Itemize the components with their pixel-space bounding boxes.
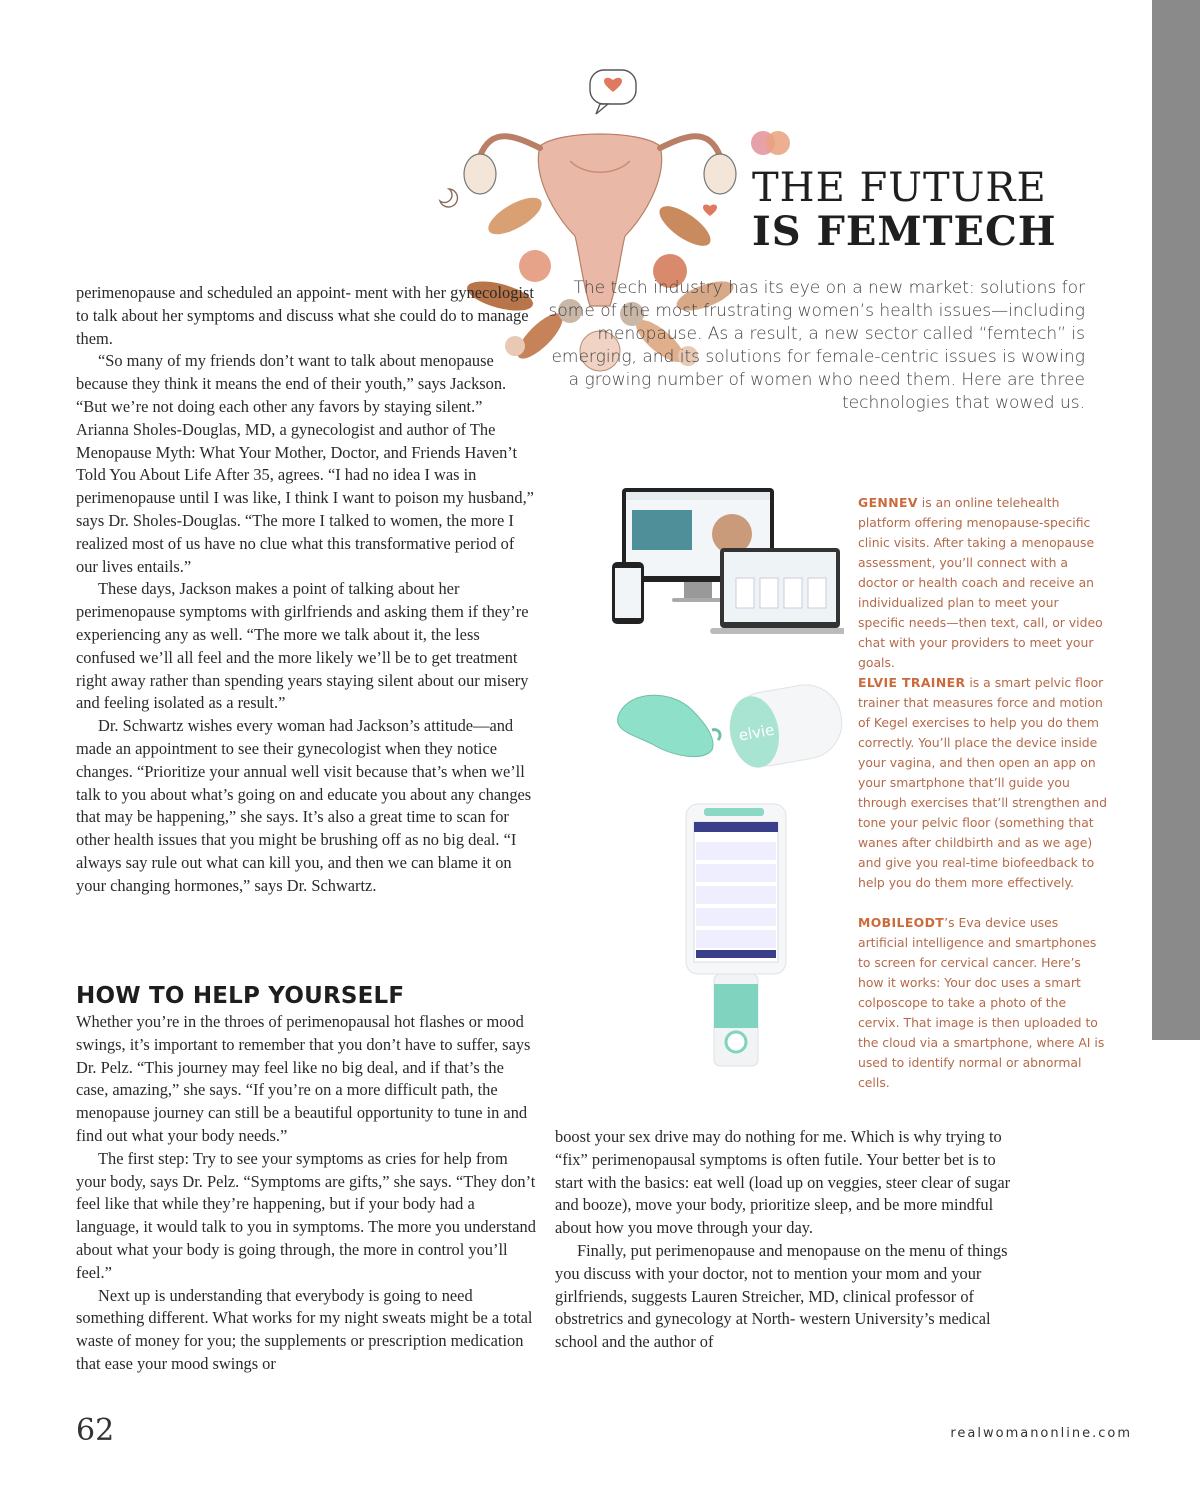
product-text: is a smart pelvic floor trainer that measures force and motion of Kegel exercises to help you do them correctly. You’ll place the device inside your vagina, and then open an app on your smartphone that’ll guide you through exercises that’ll strengthen and tone your pelvic floor (something that wanes after childbirth and as we age) and give you real-time biofeedback to help you do them more effectively.	[858, 675, 1107, 890]
sidebar-title-line1: THE FUTURE	[752, 165, 1047, 211]
paragraph: Finally, put perimenopause and menopause on the menu of things you discuss with your doctor, not to mention your mom and your girlfriends, suggests Lauren Streicher, MD, clinical professor of obstretrics and gynecology at North- western University’s medical school and the author of	[555, 1240, 1008, 1352]
body-column-right-bottom	[555, 1126, 1017, 1354]
paragraph: The first step: Try to see your symptoms as cries for help from your body, says Dr. Pelz. “Symptoms are gifts,” she says. “They don’t feel like that while they’re happening, but if your body had a language, it would talk to you in symptoms. The more you understand about what your body is going through, the more in control you’ll feel.”	[76, 1148, 536, 1282]
paragraph: “So many of my friends don’t want to talk about menopause because they think it means the end of their youth,” says Jackson. “But we’re not doing each other any favors by staying silent.” Arianna Sholes-Douglas, MD, a gynecologist and author of The Menopause Myth: What Your Mother, Doctor, and Friends Haven’t Told You About Life After 35, agrees. “I had no idea I was in perimenopause until I was like, I think I want to poison my husband,” says Dr. Sholes-Douglas. “The more I talked to women, the more I realized most of us have no clue what this transformative period of our lives entails.”	[76, 351, 534, 576]
section-heading-wrap	[76, 982, 404, 1012]
product-elvie	[858, 673, 1108, 893]
sidebar-title-line2: IS FEMTECH	[752, 208, 1057, 255]
section-heading: HOW TO HELP YOURSELF	[76, 983, 405, 1009]
elvie-logo-text: elvie	[737, 720, 776, 745]
paragraph: These days, Jackson makes a point of talking about her perimenopause symptoms with girlfriends and asking them if they’re experiencing any as well. “The more we talk about it, the less confused we’ll all feel and the more likely we’ll be to get treatment right away rather than spending years staying silent about our misery and feeling isolated as a result.”	[76, 579, 529, 713]
site-url: realwomanonline.com	[950, 1426, 1132, 1441]
paragraph: Next up is understanding that everybody is going to need something different. What works for my night sweats might be a total waste of money for you; the supplements or prescription medication that ease your mood swings or	[76, 1285, 533, 1373]
product-mobileodt	[858, 913, 1108, 1093]
sidebar-title	[752, 166, 1057, 254]
gennev-devices-image	[612, 486, 844, 656]
product-gennev	[858, 493, 1108, 673]
edge-tab	[1152, 0, 1200, 1040]
paragraph: perimenopause and scheduled an appoint- ment with her gynecologist to talk about her symptoms and discuss what she could do to manage them.	[76, 283, 534, 348]
speech-bubble-heart-icon	[590, 70, 636, 114]
product-text: ’s Eva device uses artificial intelligence and smartphones to screen for cervical cancer. Here’s how it works: Your doc uses a smart colposcope to take a photo of the cervix. That image is then uploaded to the cloud via a smartphone, where AI is used to identify normal or abnormal cells.	[858, 915, 1105, 1090]
page-number: 62	[76, 1413, 115, 1448]
body-column-left-top	[76, 282, 538, 898]
body-column-left-bottom	[76, 1011, 538, 1376]
product-name: GENNEV	[858, 495, 918, 510]
elvie-trainer-image	[612, 670, 844, 776]
paragraph: Dr. Schwartz wishes every woman had Jackson’s attitude—and made an appointment to see their gynecologist when they notice changes. “Prioritize your annual well visit because that’s when we’ll talk to you about what’s going on and educate you about any changes that may be happening,” she says. It’s also a great time to scan for other health issues that you might be brushing off as no big deal. “I always say rule out what can kill you, and then we can blame it on your changing hormones,” says Dr. Schwartz.	[76, 716, 532, 895]
product-text: is an online telehealth platform offering menopause-specific clinic visits. After taking a menopause assessment, you’ll connect with a doctor or health coach and receive an individualized plan to meet your specific needs—then text, call, or video chat with your providers to meet your goals.	[858, 495, 1103, 670]
paragraph: Whether you’re in the throes of perimenopausal hot flashes or mood swings, it’s important to remember that you don’t have to suffer, says Dr. Pelz. “This journey may feel like no big deal, and if that’s the case, amazing,” she says. “If you’re on a more difficult path, the menopause journey can still be a beautiful opportunity to tune in and find out what your body needs.”	[76, 1012, 531, 1145]
sidebar-intro: The tech industry has its eye on a new market: solutions for some of the most frustrating women’s health issues—including menopause. As a result, a new sector called “femtech” is emerging, and its solutions for female-centric issues is wowing a growing number of women who need them. Here are three technologies that wowed us.	[548, 278, 1085, 413]
paragraph: boost your sex drive may do nothing for me. Which is why trying to “fix” perimenopausal symptoms is often futile. Your better bet is to start with the basics: eat well (load up on veggies, steer clear of sugar and booze), move your body, prioritize sleep, and be more mindful about how you move through your day.	[555, 1127, 1011, 1238]
mobileodt-eva-image	[684, 802, 790, 1070]
product-name: ELVIE TRAINER	[858, 675, 966, 690]
product-name: MOBILEODT	[858, 915, 945, 930]
decor-dot-orange	[766, 131, 790, 155]
